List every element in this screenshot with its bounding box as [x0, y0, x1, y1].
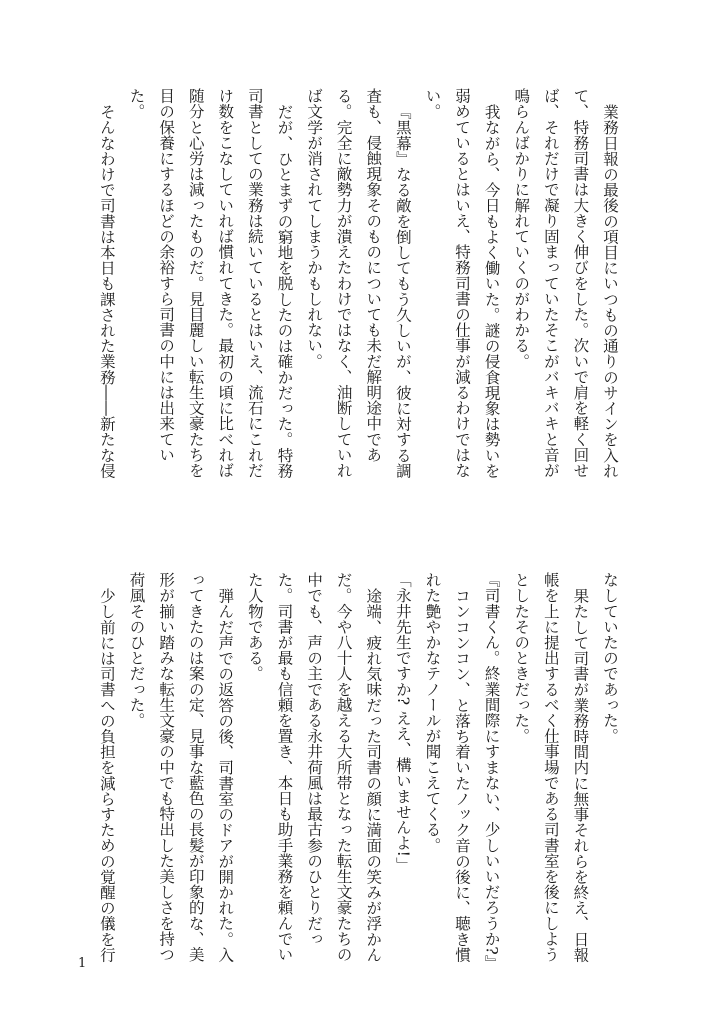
paragraph: 果たして司書が業務時間内に無事それらを終え、日報帳を上に提出するべく仕事場である司書室を後にしようとしたそのときだった。 [512, 572, 590, 962]
paragraph: だが、ひとまずの窮地を脱したのは確かだった。特務司書としての業務は続いているとはいえ、流石にこれだけ数をこなしていれば慣れてきた。最初の頃に比べれば随分と心労は減ったものだ。見目麗しい転生文豪たちを目の保養にするほどの余裕すら司書の中には出来ていた。 [127, 88, 294, 478]
paragraph: なしていたのであった。 [601, 572, 619, 744]
paragraph: そんなわけで司書は本日も課された業務――新たな侵 [97, 103, 116, 478]
text-block-bottom [94, 572, 624, 972]
paragraph: 弾んだ声での返答の後、司書室のドアが開かれた。入ってきたのは案の定、見事な藍色の長髪が印象的な、美形が揃い踏みな転生文豪の中でも特出した美しさを持つ荷風そのひとだった。 [127, 572, 235, 962]
paragraph: 『黒幕』なる敵を倒してもう久しいが、彼に対する調査も、侵蝕現象そのものについても未だ解明途中である。完全に敵勢力が潰えたわけではなく、油断していれば文学が消されてしまうかもしれない。 [305, 88, 412, 478]
paragraph: 「永井先生ですか? ええ、構いませんよ!」 [393, 572, 412, 873]
paragraph: 『司書くん。終業間際にすまない、少しいいだろうか?』 [482, 572, 501, 971]
page-number: 1 [78, 956, 87, 971]
paragraph: 我ながら、今日もよく働いた。謎の侵食現象は勢いを弱めているとはいえ、特務司書の仕事が減るわけではない。 [423, 88, 501, 478]
paragraph: コンコンコン、と落ち着いたノック音の後に、聴き慣れた艶やかなテノールが聞こえてくる。 [423, 572, 472, 962]
paragraph: 少し前には司書への負担を減らすための覚醒の儀を行 [97, 587, 116, 962]
paragraph: 途端、疲れ気味だった司書の顔に満面の笑みが浮かんだ。今や八十人を越える大所帯となった転生文豪たちの中でも、声の主である永井荷風は最古参のひとりだった。司書が最も信頼を置き、本日も助手業務を頼んでいた人物である。 [245, 572, 383, 962]
paragraph: 業務日報の最後の項目にいつもの通りのサインを入れて、特務司書は大きく伸びをした。次いで肩を軽く回せば、それだけで凝り固まっていたそこがバキバキと音が鳴らんばかりに解れていくのがわかる。 [512, 88, 619, 478]
text-block-top [94, 88, 624, 488]
